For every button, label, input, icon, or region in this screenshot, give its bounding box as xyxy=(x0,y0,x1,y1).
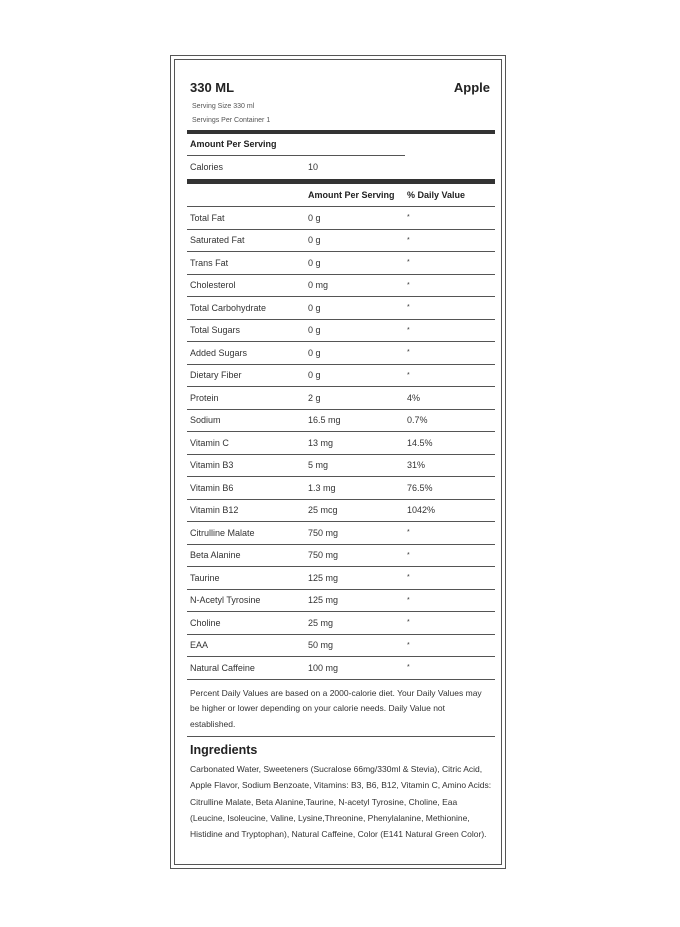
table-row xyxy=(187,229,495,252)
nutrient-daily-value: 1042% xyxy=(407,499,495,522)
nutrient-amount: 0 g xyxy=(308,252,407,275)
amount-per-serving-heading: Amount Per Serving xyxy=(187,134,405,156)
label-header xyxy=(187,72,495,130)
nutrient-daily-value: * xyxy=(407,634,495,657)
table-row xyxy=(187,432,495,455)
header-amount: Amount Per Serving xyxy=(308,184,407,207)
nutrient-amount: 0 g xyxy=(308,229,407,252)
nutrient-name: Vitamin B12 xyxy=(187,499,308,522)
nutrient-daily-value: * xyxy=(407,544,495,567)
table-row xyxy=(187,544,495,567)
table-row xyxy=(187,274,495,297)
nutrient-daily-value: * xyxy=(407,657,495,680)
nutrient-name: Total Sugars xyxy=(187,319,308,342)
calories-row xyxy=(187,156,402,178)
nutrient-daily-value: * xyxy=(407,589,495,612)
nutrient-amount: 750 mg xyxy=(308,544,407,567)
serving-size: Serving Size 330 ml xyxy=(192,103,255,110)
nutrients-table-body xyxy=(187,207,495,680)
nutrient-amount: 13 mg xyxy=(308,432,407,455)
nutrient-daily-value: * xyxy=(407,522,495,545)
nutrient-name: Beta Alanine xyxy=(187,544,308,567)
nutrient-amount: 50 mg xyxy=(308,634,407,657)
header-nutrient xyxy=(187,184,308,207)
table-row xyxy=(187,477,495,500)
calories-value: 10 xyxy=(308,162,319,172)
nutrient-amount: 0 g xyxy=(308,297,407,320)
table-row xyxy=(187,499,495,522)
nutrient-daily-value: * xyxy=(407,297,495,320)
nutrient-daily-value: * xyxy=(407,342,495,365)
nutrient-daily-value: 4% xyxy=(407,387,495,410)
nutrient-daily-value: 0.7% xyxy=(407,409,495,432)
servings-per-container: Servings Per Container 1 xyxy=(192,117,271,124)
table-row xyxy=(187,364,495,387)
nutrition-label xyxy=(170,55,506,869)
header-daily-value: % Daily Value xyxy=(407,184,495,207)
table-row xyxy=(187,522,495,545)
nutrient-name: Vitamin B3 xyxy=(187,454,308,477)
nutrient-daily-value: * xyxy=(407,207,495,230)
nutrient-amount: 25 mg xyxy=(308,612,407,635)
table-row xyxy=(187,409,495,432)
nutrient-name: Vitamin C xyxy=(187,432,308,455)
nutrient-name: Trans Fat xyxy=(187,252,308,275)
nutrient-name: Citrulline Malate xyxy=(187,522,308,545)
nutrient-name: Cholesterol xyxy=(187,274,308,297)
nutrients-table xyxy=(187,184,495,680)
nutrient-name: Saturated Fat xyxy=(187,229,308,252)
nutrient-daily-value: * xyxy=(407,229,495,252)
nutrition-label-content xyxy=(187,72,495,842)
nutrient-daily-value: * xyxy=(407,252,495,275)
nutrient-amount: 25 mcg xyxy=(308,499,407,522)
table-row xyxy=(187,297,495,320)
table-row xyxy=(187,589,495,612)
table-row xyxy=(187,342,495,365)
nutrient-amount: 0 g xyxy=(308,207,407,230)
nutrient-amount: 125 mg xyxy=(308,567,407,590)
table-row xyxy=(187,634,495,657)
nutrient-amount: 0 mg xyxy=(308,274,407,297)
table-row xyxy=(187,567,495,590)
table-row xyxy=(187,319,495,342)
nutrient-amount: 0 g xyxy=(308,342,407,365)
ingredients-list: Carbonated Water, Sweeteners (Sucralose 66mg/330ml & Stevia), Citric Acid, Apple Flavor, Sodium Benzoate, Vitamins: B3, B6, B12, Vitamin C, Amino Acids: Citrulline Malate, Beta Alanine,Taurine, N-acetyl Tyrosine, Choline, Eaa (Leucine, Isoleucine, Valine, Lysine,Threonine, Phenylalanine, Methionine, Histidine and Tryptophan), Natural Caffeine, Color (E141 Natural Green Color). xyxy=(190,764,492,840)
nutrient-daily-value: 14.5% xyxy=(407,432,495,455)
nutrient-name: EAA xyxy=(187,634,308,657)
nutrient-amount: 1.3 mg xyxy=(308,477,407,500)
nutrient-daily-value: * xyxy=(407,274,495,297)
nutrient-name: Total Fat xyxy=(187,207,308,230)
nutrition-label-inner-border xyxy=(174,59,502,865)
product-flavor: Apple xyxy=(453,80,490,95)
nutrient-name: Choline xyxy=(187,612,308,635)
nutrients-table-header-row xyxy=(187,184,495,207)
nutrient-amount: 100 mg xyxy=(308,657,407,680)
nutrient-name: N-Acetyl Tyrosine xyxy=(187,589,308,612)
nutrient-amount: 0 g xyxy=(308,319,407,342)
nutrient-daily-value: * xyxy=(407,319,495,342)
daily-value-footnote: Percent Daily Values are based on a 2000-calorie diet. Your Daily Values may be higher or lower depending on your calorie needs. Daily Value not established. xyxy=(187,680,495,738)
nutrient-name: Taurine xyxy=(187,567,308,590)
nutrient-amount: 750 mg xyxy=(308,522,407,545)
nutrient-amount: 125 mg xyxy=(308,589,407,612)
nutrient-name: Added Sugars xyxy=(187,342,308,365)
product-volume-title: 330 ML xyxy=(190,80,235,95)
nutrient-amount: 2 g xyxy=(308,387,407,410)
ingredients-heading: Ingredients xyxy=(190,743,258,757)
nutrient-daily-value: * xyxy=(407,364,495,387)
nutrient-name: Natural Caffeine xyxy=(187,657,308,680)
nutrient-amount: 5 mg xyxy=(308,454,407,477)
table-row xyxy=(187,252,495,275)
nutrient-name: Vitamin B6 xyxy=(187,477,308,500)
table-row xyxy=(187,612,495,635)
nutrient-name: Sodium xyxy=(187,409,308,432)
nutrient-amount: 0 g xyxy=(308,364,407,387)
nutrient-name: Protein xyxy=(187,387,308,410)
nutrient-amount: 16.5 mg xyxy=(308,409,407,432)
table-row xyxy=(187,657,495,680)
nutrient-name: Total Carbohydrate xyxy=(187,297,308,320)
nutrient-daily-value: 31% xyxy=(407,454,495,477)
table-row xyxy=(187,207,495,230)
table-row xyxy=(187,454,495,477)
calories-label: Calories xyxy=(190,162,224,172)
nutrient-daily-value: * xyxy=(407,567,495,590)
table-row xyxy=(187,387,495,410)
nutrient-name: Dietary Fiber xyxy=(187,364,308,387)
nutrient-daily-value: 76.5% xyxy=(407,477,495,500)
nutrient-daily-value: * xyxy=(407,612,495,635)
